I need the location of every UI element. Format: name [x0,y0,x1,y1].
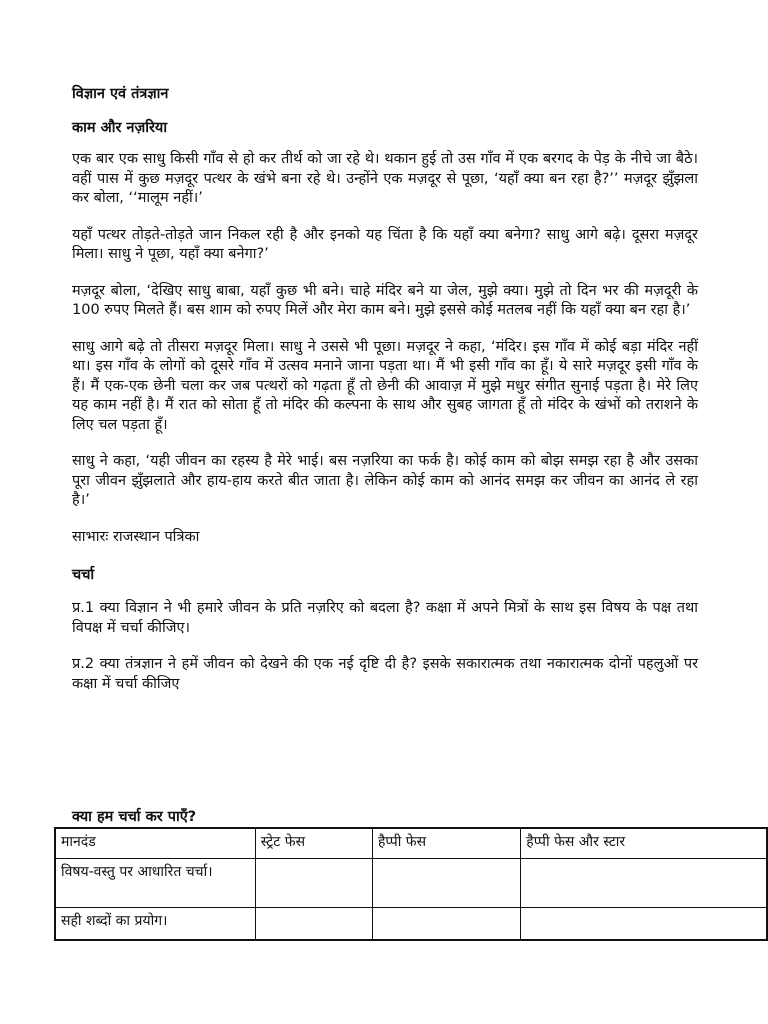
rating-cell [255,859,372,908]
header-happy-face: हैप्पी फेस [373,828,521,859]
rating-cell [255,908,372,941]
table-row [55,908,767,941]
subject-title: विज्ञान एवं तंत्रज्ञान [72,86,169,102]
header-straight-face: स्ट्रेट फेस [255,828,372,859]
story-paragraph-2: यहाँ पत्थर तोड़ते-तोड़ते जान निकल रही है और इनको यह चिंता है कि यहाँ क्या बनेगा? साधु आगे बढ़े। दूसरा मज़दूर मिला। साधु ने पूछा, यहाँ क्या बनेगा?’ [72,226,698,262]
row-criteria-cell: सही शब्दों का प्रयोग। [55,908,255,941]
story-paragraph-5: साधु ने कहा, ‘यही जीवन का रहस्य है मेरे भाई। बस नज़रिया का फर्क है। कोई काम को बोझ समझ रहा है और उसका पूरा जीवन झुँझलाते और हाय-हाय करते बीत जाता है। लेकिन कोई काम को आनंद समझ कर जीवन का आनंद ले रहा है।’ [72,453,698,508]
table-row [55,859,767,908]
row-criteria-cell: विषय-वस्तु पर आधारित चर्चा। [55,859,255,908]
rating-cell [521,859,767,908]
document-body [72,84,698,711]
story-paragraph-1: एक बार एक साधु किसी गाँव से हो कर तीर्थ को जा रहे थे। थकान हुई तो उस गाँव में एक बरगद के पेड़ के नीचे जा बैठे। वहीं पास में कुछ मज़दूर पत्थर के खंभे बना रहे थे। उन्होंने एक मज़दूर से पूछा, ‘यहाँ क्या बन रहा है?’’ मज़दूर झुँझला कर बोला, ‘‘मालूम नहीं।’ [72,151,698,206]
table-header-row [55,828,767,859]
assessment-table [54,827,768,941]
table-title: क्या हम चर्चा कर पाएँ? [72,809,197,825]
story-title: काम और नज़रिया [72,120,168,136]
question-2: प्र.2 क्या तंत्रज्ञान ने हमें जीवन को देखने की एक नई दृष्टि दी है? इसके सकारात्मक तथा नकारात्मक दोनों पहलुओं पर कक्षा में चर्चा कीजिए [72,656,698,692]
rating-cell [373,908,521,941]
story-paragraph-3: मज़दूर बोला, ‘देखिए साधु बाबा, यहाँ कुछ भी बने। चाहे मंदिर बने या जेल, मुझे क्या। मुझे तो दिन भर की मज़दूरी के 100 रुपए मिलते हैं। बस शाम को रुपए मिलें और मेरा काम बने। मुझे इससे कोई मतलब नहीं कि यहाँ क्या बन रहा है।’ [72,282,698,318]
header-happy-face-star: हैप्पी फेस और स्टार [521,828,767,859]
rating-cell [521,908,767,941]
header-criteria: मानदंड [55,828,255,859]
discussion-title: चर्चा [72,567,95,583]
question-1: प्र.1 क्या विज्ञान ने भी हमारे जीवन के प्रति नज़रिए को बदला है? कक्षा में अपने मित्रों के साथ इस विषय के पक्ष तथा विपक्ष में चर्चा कीजिए। [72,600,698,636]
source-credit: साभारः राजस्थान पत्रिका [72,528,200,545]
rating-cell [373,859,521,908]
story-paragraph-4: साधु आगे बढ़े तो तीसरा मज़दूर मिला। साधु ने उससे भी पूछा। मज़दूर ने कहा, ‘मंदिर। इस गाँव में कोई बड़ा मंदिर नहीं था। इस गाँव के लोगों को दूसरे गाँव में उत्सव मनाने जाना पड़ता था। मैं भी इसी गाँव का हूँ। ये सारे मज़दूर इसी गाँव के हैं। मैं एक-एक छेनी चला कर जब पत्थरों को गढ़ता हूँ तो छेनी की आवाज़ में मुझे मधुर संगीत सुनाई पड़ता है। मेरे लिए यह काम नहीं है। मैं रात को सोता हूँ तो मंदिर की कल्पना के साथ और सुबह जागता हूँ तो मंदिर के खंभों को तराशने के लिए चल पड़ता हूँ। [72,338,698,433]
